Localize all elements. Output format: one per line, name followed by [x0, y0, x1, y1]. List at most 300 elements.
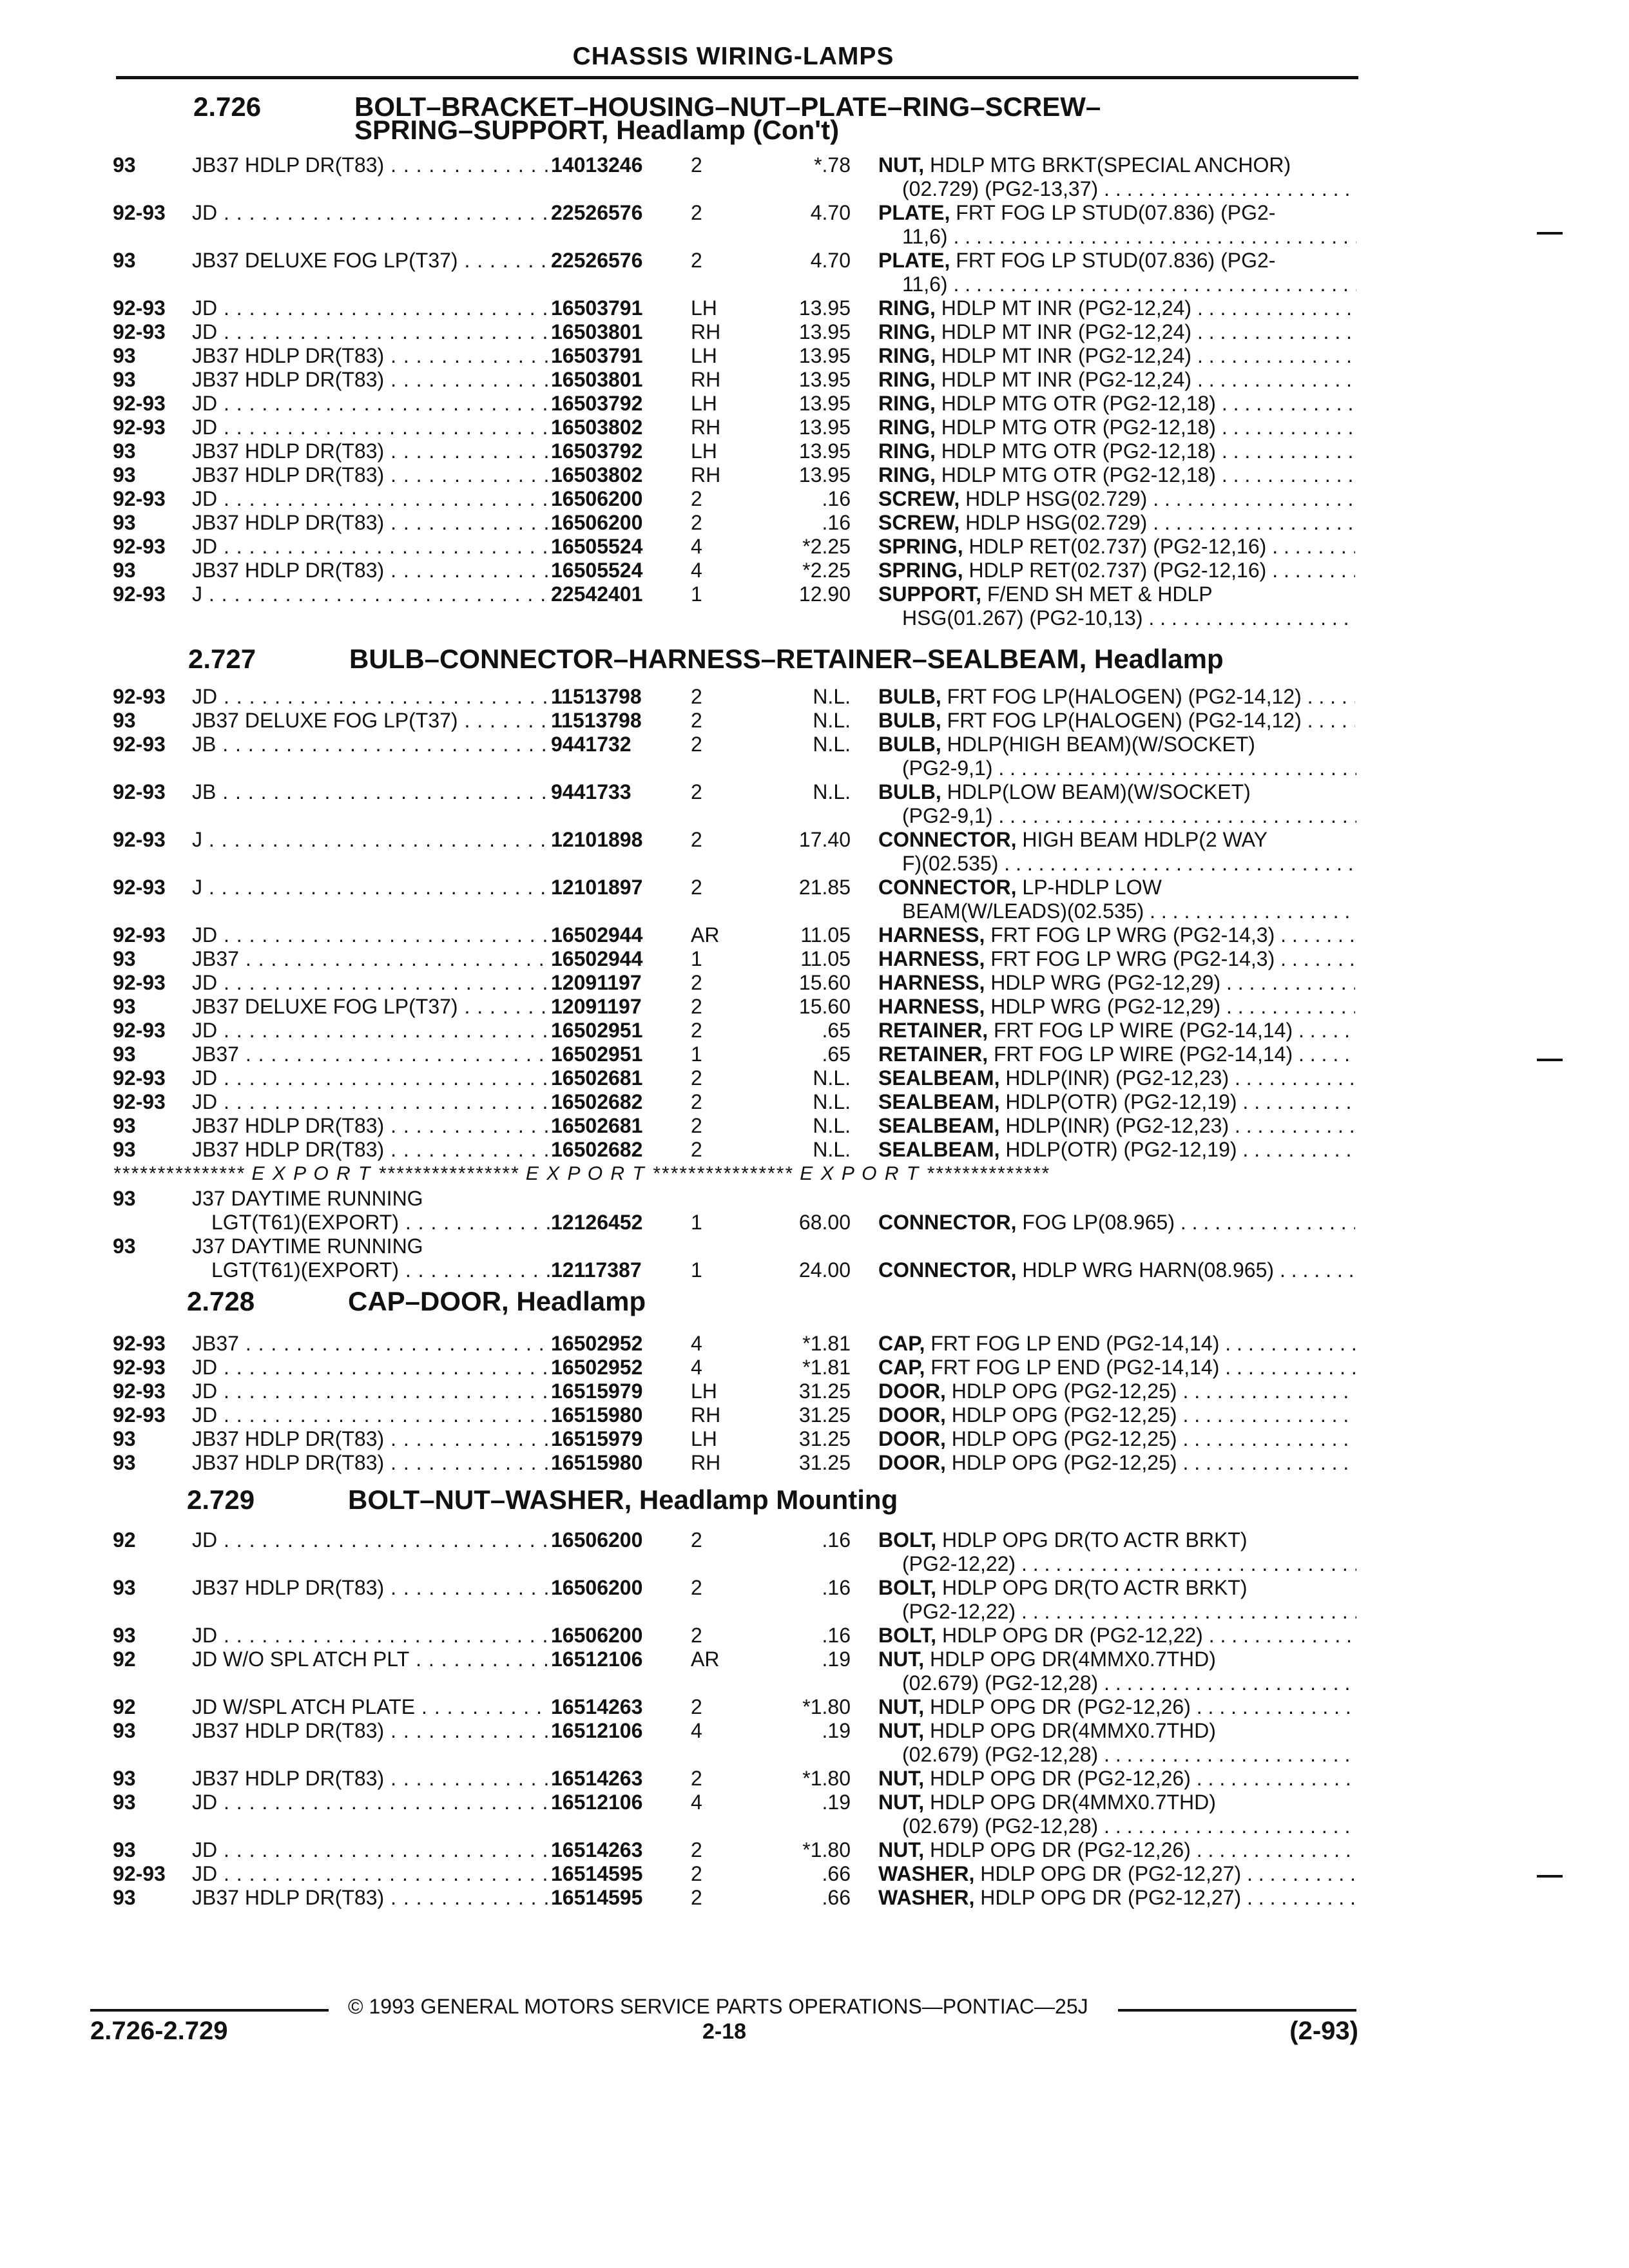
dot-leader: [998, 852, 1356, 875]
quantity: 2: [691, 733, 702, 756]
quantity: 2: [691, 780, 702, 803]
dot-leader: [1191, 1838, 1355, 1861]
price: .16: [822, 1528, 851, 1552]
quantity: 2: [691, 1114, 702, 1137]
model-year: 92-93: [113, 582, 166, 606]
part-number: 16503801: [551, 368, 643, 391]
part-number: 16512106: [551, 1791, 643, 1814]
part-description: RETAINER, FRT FOG LP WIRE (PG2-14,14) . . .: [878, 1043, 1355, 1066]
dot-leader: [1237, 1138, 1355, 1161]
usage-text: JB . . .: [192, 733, 550, 756]
part-name: CONNECTOR,: [878, 1211, 1017, 1234]
section-heading: CAP–DOOR, Headlamp: [348, 1286, 646, 1316]
quantity: 2: [691, 1019, 702, 1042]
section-heading: BOLT–NUT–WASHER, Headlamp Mounting: [348, 1485, 898, 1515]
usage-text: JB37 . . .: [192, 947, 550, 971]
model-year: 92-93: [113, 685, 166, 708]
usage-text: JB37 HDLP DR(T83) . . .: [192, 1138, 550, 1162]
quantity: 2: [691, 249, 702, 272]
model-year: 93: [113, 1427, 136, 1450]
usage-text: JD . . .: [192, 1528, 550, 1552]
price: .66: [822, 1862, 851, 1885]
part-description: NUT, HDLP OPG DR(4MMX0.7THD): [878, 1648, 1216, 1671]
part-description: BULB, HDLP(LOW BEAM)(W/SOCKET): [878, 780, 1251, 803]
price: N.L.: [813, 1114, 851, 1137]
part-name: RING,: [878, 439, 936, 463]
dot-leader: [1191, 344, 1355, 367]
part-description-continued: HSG(01.267) (PG2-10,13) . . .: [902, 606, 1356, 630]
price: 11.05: [800, 947, 851, 970]
section-number: 2.729: [187, 1485, 255, 1515]
part-description: SEALBEAM, HDLP(INR) (PG2-12,23) . . .: [878, 1114, 1355, 1138]
model-year: 92: [113, 1695, 136, 1718]
price: *.78: [814, 153, 851, 177]
model-year: 93: [113, 1043, 136, 1066]
part-name: DOOR,: [878, 1379, 946, 1403]
parts-row: [0, 153, 1629, 201]
quantity: LH: [691, 1427, 717, 1450]
footer-date: (2-93): [1289, 2017, 1358, 2045]
part-name: NUT,: [878, 1648, 925, 1671]
part-number: 12101897: [551, 876, 643, 899]
part-description: SUPPORT, F/END SH MET & HDLP: [878, 582, 1213, 606]
quantity: 4: [691, 1332, 702, 1355]
price: 4.70: [810, 201, 851, 224]
part-description: CONNECTOR, FOG LP(08.965) . . .: [878, 1211, 1355, 1235]
section-heading: BULB–CONNECTOR–HARNESS–RETAINER–SEALBEAM, Headlamp: [349, 644, 1224, 674]
part-description: WASHER, HDLP OPG DR (PG2-12,27) . . .: [878, 1862, 1355, 1886]
dot-leader: [1216, 463, 1355, 486]
price: 13.95: [798, 463, 851, 486]
part-number: 11513798: [551, 709, 642, 732]
usage-text: JD . . .: [192, 487, 550, 511]
usage-text: JD . . .: [192, 1090, 550, 1114]
part-description: CONNECTOR, LP-HDLP LOW: [878, 876, 1162, 899]
price: 13.95: [798, 296, 851, 320]
dot-leader: [1302, 685, 1355, 708]
model-year: 92-93: [113, 1066, 166, 1090]
dot-leader: [1177, 1403, 1355, 1427]
quantity: 2: [691, 971, 702, 994]
part-description-continued: (PG2-12,22) . . .: [902, 1600, 1356, 1624]
part-name: NUT,: [878, 1767, 925, 1790]
model-year: 93: [113, 368, 136, 391]
dot-leader: [1293, 1019, 1355, 1042]
parts-row: [0, 535, 1629, 559]
quantity: RH: [691, 463, 721, 486]
part-description: SPRING, HDLP RET(02.737) (PG2-12,16) . . .: [878, 535, 1355, 559]
part-description: SEALBEAM, HDLP(OTR) (PG2-12,19) . . .: [878, 1090, 1355, 1114]
price: N.L.: [813, 709, 851, 732]
parts-row: [0, 709, 1629, 733]
parts-row: [0, 1187, 1629, 1235]
margin-tick: [1537, 232, 1563, 235]
part-name: RING,: [878, 344, 936, 367]
model-year: 93: [113, 1624, 136, 1647]
quantity: 4: [691, 559, 702, 582]
model-year: 93: [113, 1235, 136, 1258]
dot-leader: [1302, 709, 1355, 732]
part-number: 16502682: [551, 1090, 643, 1113]
usage-text: JB37 . . .: [192, 1332, 550, 1356]
dot-leader: [1275, 923, 1355, 947]
price: *1.80: [802, 1838, 851, 1861]
model-year: 92-93: [113, 1356, 166, 1379]
part-description: RING, HDLP MTG OTR (PG2-12,18) . . .: [878, 416, 1355, 439]
part-description-continued: (02.729) (PG2-13,37) . . .: [902, 177, 1356, 201]
dot-leader: [1098, 177, 1356, 200]
model-year: 93: [113, 1114, 136, 1137]
model-year: 92: [113, 1528, 136, 1552]
price: 13.95: [798, 320, 851, 343]
part-number: 16503791: [551, 296, 643, 320]
dot-leader: [1293, 1043, 1355, 1066]
part-description: HARNESS, FRT FOG LP WRG (PG2-14,3) . . .: [878, 923, 1355, 947]
part-name: CONNECTOR,: [878, 1258, 1017, 1282]
parts-row: [0, 1332, 1629, 1356]
quantity: RH: [691, 1451, 721, 1474]
part-name: NUT,: [878, 1791, 925, 1814]
part-name: SUPPORT,: [878, 582, 982, 606]
parts-row: [0, 296, 1629, 320]
part-description: SEALBEAM, HDLP(INR) (PG2-12,23) . . .: [878, 1066, 1355, 1090]
section-number: 2.726: [193, 91, 262, 122]
part-name: RETAINER,: [878, 1043, 988, 1066]
margin-tick: [1537, 1059, 1563, 1061]
part-number: 9441733: [551, 780, 631, 803]
parts-row: [0, 1451, 1629, 1475]
part-description: CONNECTOR, HDLP WRG HARN(08.965) . . .: [878, 1258, 1355, 1282]
price: 15.60: [798, 971, 851, 994]
usage-text-continued: LGT(T61)(EXPORT) . . .: [211, 1258, 550, 1282]
part-number: 16515980: [551, 1403, 643, 1427]
dot-leader: [1219, 1332, 1355, 1355]
part-number: 16514263: [551, 1838, 643, 1861]
part-name: HARNESS,: [878, 947, 985, 970]
part-name: BOLT,: [878, 1576, 937, 1599]
part-description-continued: (PG2-9,1) . . .: [902, 756, 1356, 780]
quantity: 2: [691, 876, 702, 899]
usage-text: JD . . .: [192, 923, 550, 947]
price: 13.95: [798, 416, 851, 439]
model-year: 92-93: [113, 416, 166, 439]
dot-leader: [1216, 392, 1355, 415]
model-year: 92-93: [113, 1090, 166, 1113]
part-number: 16515979: [551, 1427, 643, 1450]
quantity: 1: [691, 1258, 702, 1282]
model-year: 92-93: [113, 487, 166, 510]
dot-leader: [1274, 1258, 1355, 1282]
parts-row: [0, 1719, 1629, 1767]
header-rule: [116, 76, 1358, 79]
parts-row: [0, 344, 1629, 368]
usage-text: JB37 HDLP DR(T83) . . .: [192, 1886, 550, 1910]
dot-leader: [1098, 1671, 1356, 1695]
part-name: RING,: [878, 296, 936, 320]
part-name: CONNECTOR,: [878, 828, 1017, 851]
price: 4.70: [810, 249, 851, 272]
parts-row: [0, 1427, 1629, 1451]
part-name: SEALBEAM,: [878, 1090, 1000, 1113]
parts-row: [0, 320, 1629, 344]
part-number: 16502944: [551, 947, 643, 970]
parts-row: [0, 1019, 1629, 1043]
usage-text: J . . .: [192, 876, 550, 899]
dot-leader: [1016, 1552, 1356, 1575]
dot-leader: [1144, 899, 1356, 923]
usage-text: JB37 HDLP DR(T83) . . .: [192, 1767, 550, 1791]
parts-row: [0, 463, 1629, 487]
model-year: 93: [113, 1576, 136, 1599]
part-name: SEALBEAM,: [878, 1066, 1000, 1090]
footer-copyright: © 1993 GENERAL MOTORS SERVICE PARTS OPERATIONS—PONTIAC—25J: [348, 1995, 1088, 2018]
usage-text: J . . .: [192, 828, 550, 852]
footer-section-range: 2.726-2.729: [90, 2017, 228, 2045]
parts-row: [0, 1791, 1629, 1838]
quantity: 2: [691, 1138, 702, 1161]
usage-text-continued: LGT(T61)(EXPORT) . . .: [211, 1211, 550, 1235]
model-year: 92-93: [113, 1862, 166, 1885]
part-name: NUT,: [878, 1719, 925, 1742]
parts-row: [0, 416, 1629, 439]
part-name: SEALBEAM,: [878, 1114, 1000, 1137]
price: *1.80: [802, 1767, 851, 1790]
usage-text: JB37 HDLP DR(T83) . . .: [192, 439, 550, 463]
price: *1.81: [802, 1356, 851, 1379]
price: N.L.: [813, 780, 851, 803]
part-description: RING, HDLP MT INR (PG2-12,24) . . .: [878, 344, 1355, 368]
parts-row: [0, 1379, 1629, 1403]
quantity: RH: [691, 368, 721, 391]
quantity: 1: [691, 1043, 702, 1066]
dot-leader: [1219, 1356, 1355, 1379]
part-description-continued: 11,6) . . .: [902, 273, 1356, 296]
quantity: 2: [691, 1066, 702, 1090]
usage-text: JD . . .: [192, 685, 550, 709]
usage-text: JB37 DELUXE FOG LP(T37) . . .: [192, 709, 550, 733]
price: 31.25: [798, 1451, 851, 1474]
section-heading-continued: SPRING–SUPPORT, Headlamp (Con't): [354, 115, 840, 145]
price: N.L.: [813, 685, 851, 708]
part-number: 16502944: [551, 923, 643, 947]
parts-row: [0, 1356, 1629, 1379]
dot-leader: [1241, 1862, 1355, 1885]
price: .16: [822, 511, 851, 534]
usage-text: JB37 HDLP DR(T83) . . .: [192, 559, 550, 582]
part-number: 16502681: [551, 1066, 643, 1090]
usage-text: JB37 HDLP DR(T83) . . .: [192, 1576, 550, 1600]
part-description: BOLT, HDLP OPG DR(TO ACTR BRKT): [878, 1528, 1248, 1552]
quantity: LH: [691, 439, 717, 463]
model-year: 93: [113, 995, 136, 1018]
price: 24.00: [798, 1258, 851, 1282]
quantity: LH: [691, 392, 717, 415]
part-number: 16503791: [551, 344, 643, 367]
part-name: SCREW,: [878, 511, 960, 534]
part-number: 16514263: [551, 1695, 643, 1718]
part-description: DOOR, HDLP OPG (PG2-12,25) . . .: [878, 1403, 1355, 1427]
price: *2.25: [802, 535, 851, 558]
part-name: SEALBEAM,: [878, 1138, 1000, 1161]
part-number: 9441732: [551, 733, 631, 756]
price: 31.25: [798, 1403, 851, 1427]
quantity: 2: [691, 828, 702, 851]
part-number: 16512106: [551, 1719, 643, 1742]
quantity: 2: [691, 709, 702, 732]
margin-tick: [1537, 1875, 1563, 1878]
part-number: 16503792: [551, 439, 643, 463]
quantity: 2: [691, 153, 702, 177]
usage-text: JD . . .: [192, 1403, 550, 1427]
dot-leader: [1177, 1451, 1355, 1474]
quantity: 2: [691, 1090, 702, 1113]
part-number: 16502952: [551, 1356, 643, 1379]
usage-text: JB37 HDLP DR(T83) . . .: [192, 1114, 550, 1138]
part-name: HARNESS,: [878, 923, 985, 947]
price: *1.80: [802, 1695, 851, 1718]
model-year: 92-93: [113, 1332, 166, 1355]
quantity: 2: [691, 1624, 702, 1647]
price: .16: [822, 1624, 851, 1647]
export-banner: *************** E X P O R T **************** E X P O R T **************** E X P O R T **************: [113, 1163, 1050, 1184]
model-year: 93: [113, 559, 136, 582]
usage-text: JB37 HDLP DR(T83) . . .: [192, 463, 550, 487]
quantity: RH: [691, 1403, 721, 1427]
usage-text: JD . . .: [192, 1019, 550, 1043]
usage-text: JD . . .: [192, 392, 550, 416]
parts-row: [0, 1767, 1629, 1791]
parts-row: [0, 947, 1629, 971]
part-name: BULB,: [878, 733, 941, 756]
price: 17.40: [798, 828, 851, 851]
dot-leader: [1147, 487, 1355, 510]
quantity: 2: [691, 1767, 702, 1790]
model-year: 92-93: [113, 535, 166, 558]
part-number: 16502681: [551, 1114, 643, 1137]
part-number: 16506200: [551, 487, 643, 510]
part-number: 16503801: [551, 320, 643, 343]
part-description: NUT, HDLP OPG DR (PG2-12,26) . . .: [878, 1767, 1355, 1791]
parts-row: [0, 511, 1629, 535]
model-year: 93: [113, 947, 136, 970]
parts-row: [0, 249, 1629, 296]
price: N.L.: [813, 1090, 851, 1113]
price: .65: [822, 1043, 851, 1066]
part-name: DOOR,: [878, 1451, 946, 1474]
part-name: SPRING,: [878, 559, 963, 582]
section-heading: BOLT–BRACKET–HOUSING–NUT–PLATE–RING–SCREW–: [354, 91, 1101, 122]
usage-text: J . . .: [192, 582, 550, 606]
part-description: BOLT, HDLP OPG DR(TO ACTR BRKT): [878, 1576, 1248, 1599]
quantity: LH: [691, 296, 717, 320]
part-name: WASHER,: [878, 1886, 975, 1909]
part-description: RETAINER, FRT FOG LP WIRE (PG2-14,14) . . .: [878, 1019, 1355, 1043]
dot-leader: [1191, 368, 1355, 391]
part-number: 12091197: [551, 971, 642, 994]
part-number: 14013246: [551, 153, 643, 177]
dot-leader: [1216, 416, 1355, 439]
part-description-continued: (02.679) (PG2-12,28) . . .: [902, 1814, 1356, 1838]
dot-leader: [1229, 1114, 1355, 1137]
part-name: RING,: [878, 463, 936, 486]
part-description: NUT, HDLP OPG DR(4MMX0.7THD): [878, 1719, 1216, 1742]
dot-leader: [1275, 947, 1355, 970]
part-name: CAP,: [878, 1356, 925, 1379]
part-name: SPRING,: [878, 535, 963, 558]
price: N.L.: [813, 733, 851, 756]
quantity: 2: [691, 685, 702, 708]
model-year: 92-93: [113, 780, 166, 803]
model-year: 93: [113, 1719, 136, 1742]
dot-leader: [1098, 1743, 1356, 1766]
part-number: 16515979: [551, 1379, 643, 1403]
model-year: 93: [113, 511, 136, 534]
part-name: NUT,: [878, 1695, 925, 1718]
price: 31.25: [798, 1379, 851, 1403]
price: .66: [822, 1886, 851, 1909]
part-description: BULB, FRT FOG LP(HALOGEN) (PG2-14,12) . . .: [878, 685, 1355, 709]
model-year: 92-93: [113, 923, 166, 947]
parts-row: [0, 1043, 1629, 1066]
parts-row: [0, 1624, 1629, 1648]
quantity: LH: [691, 344, 717, 367]
model-year: 93: [113, 1791, 136, 1814]
part-number: 16505524: [551, 535, 643, 558]
model-year: 92-93: [113, 320, 166, 343]
usage-text: JB37 . . .: [192, 1043, 550, 1066]
dot-leader: [1266, 535, 1355, 558]
part-number: 16506200: [551, 511, 643, 534]
usage-text: JB37 HDLP DR(T83) . . .: [192, 1427, 550, 1451]
usage-text: JB37 DELUXE FOG LP(T37) . . .: [192, 249, 550, 273]
part-name: CONNECTOR,: [878, 876, 1017, 899]
part-name: RING,: [878, 368, 936, 391]
part-number: 16502952: [551, 1332, 643, 1355]
model-year: 93: [113, 344, 136, 367]
quantity: RH: [691, 320, 721, 343]
dot-leader: [1177, 1427, 1355, 1450]
model-year: 92-93: [113, 828, 166, 851]
usage-text: JD . . .: [192, 1838, 550, 1862]
part-name: RETAINER,: [878, 1019, 988, 1042]
price: 13.95: [798, 392, 851, 415]
part-number: 12091197: [551, 995, 642, 1018]
part-description: DOOR, HDLP OPG (PG2-12,25) . . .: [878, 1451, 1355, 1475]
part-number: 16515980: [551, 1451, 643, 1474]
part-number: 16502951: [551, 1019, 643, 1042]
dot-leader: [1266, 559, 1355, 582]
part-description: WASHER, HDLP OPG DR (PG2-12,27) . . .: [878, 1886, 1355, 1910]
parts-row: [0, 201, 1629, 249]
quantity: LH: [691, 1379, 717, 1403]
part-name: BOLT,: [878, 1528, 937, 1552]
part-number: 16506200: [551, 1624, 643, 1647]
part-name: DOOR,: [878, 1427, 946, 1450]
parts-row: [0, 780, 1629, 828]
parts-row: [0, 582, 1629, 630]
part-description: CONNECTOR, HIGH BEAM HDLP(2 WAY: [878, 828, 1268, 851]
part-name: NUT,: [878, 1838, 925, 1861]
dot-leader: [992, 756, 1356, 780]
part-description: PLATE, FRT FOG LP STUD(07.836) (PG2-: [878, 201, 1276, 224]
part-name: PLATE,: [878, 201, 950, 224]
part-name: SCREW,: [878, 487, 960, 510]
part-number: 22526576: [551, 201, 643, 224]
quantity: 1: [691, 947, 702, 970]
usage-text: JD . . .: [192, 535, 550, 559]
usage-text: JB37 HDLP DR(T83) . . .: [192, 1451, 550, 1475]
usage-text: JD . . .: [192, 1356, 550, 1379]
